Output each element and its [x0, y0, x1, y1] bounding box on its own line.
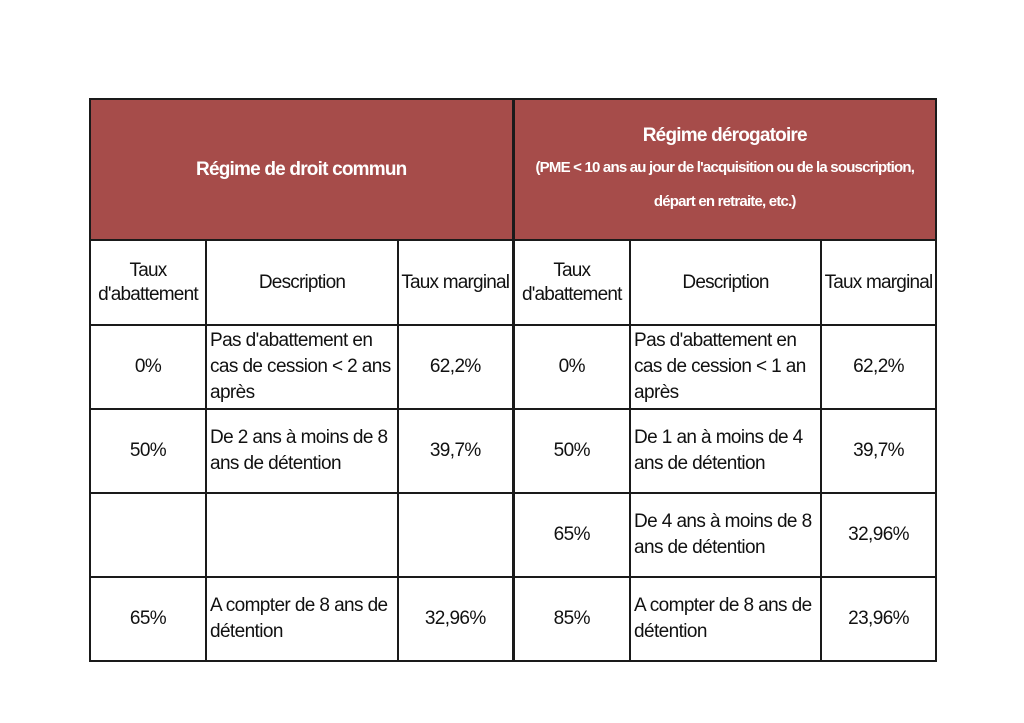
- left-marginal-cell-empty: [398, 493, 513, 577]
- tax-regime-table: [89, 98, 937, 662]
- right-description-cell: A compter de 8 ans de détention: [630, 577, 821, 661]
- table-row: [90, 409, 936, 493]
- left-rate-cell: 65%: [90, 577, 206, 661]
- left-description-cell: A compter de 8 ans de détention: [206, 577, 398, 661]
- right-marginal-cell: 32,96%: [821, 493, 936, 577]
- right-marginal-cell: 62,2%: [821, 325, 936, 409]
- table-row: [90, 577, 936, 661]
- left-marginal-cell: 39,7%: [398, 409, 513, 493]
- header-common-regime: [90, 99, 513, 240]
- header-derogatory-subtitle: (PME < 10 ans au jour de l'acquisition ou de la souscription, départ en retraite, etc.): [535, 158, 915, 210]
- header-row: [90, 99, 936, 240]
- column-header-description: Description: [206, 240, 398, 325]
- left-rate-cell-empty: [90, 493, 206, 577]
- right-rate-cell: 85%: [513, 577, 630, 661]
- column-header-row: [90, 240, 936, 325]
- header-derogatory-title: Régime dérogatoire: [642, 124, 807, 146]
- left-rate-cell: 50%: [90, 409, 206, 493]
- left-description-cell: Pas d'abattement en cas de cession < 2 ans après: [206, 325, 398, 409]
- left-description-cell: De 2 ans à moins de 8 ans de détention: [206, 409, 398, 493]
- right-rate-cell: 50%: [513, 409, 630, 493]
- left-marginal-cell: 62,2%: [398, 325, 513, 409]
- table-row: [90, 493, 936, 577]
- right-marginal-cell: 23,96%: [821, 577, 936, 661]
- right-rate-cell: 65%: [513, 493, 630, 577]
- left-description-cell-empty: [206, 493, 398, 577]
- column-header-rate: Taux d'abattement: [90, 240, 206, 325]
- header-derogatory-regime: [513, 99, 936, 240]
- right-marginal-cell: 39,7%: [821, 409, 936, 493]
- table-row: [90, 325, 936, 409]
- right-description-cell: De 1 an à moins de 4 ans de détention: [630, 409, 821, 493]
- right-rate-cell: 0%: [513, 325, 630, 409]
- column-header-marginal: Taux marginal: [398, 240, 513, 325]
- left-marginal-cell: 32,96%: [398, 577, 513, 661]
- left-rate-cell: 0%: [90, 325, 206, 409]
- right-description-cell: Pas d'abattement en cas de cession < 1 an après: [630, 325, 821, 409]
- column-header-description: Description: [630, 240, 821, 325]
- right-description-cell: De 4 ans à moins de 8 ans de détention: [630, 493, 821, 577]
- column-header-marginal: Taux marginal: [821, 240, 936, 325]
- column-header-rate: Taux d'abattement: [513, 240, 630, 325]
- header-common-title: Régime de droit commun: [196, 158, 407, 180]
